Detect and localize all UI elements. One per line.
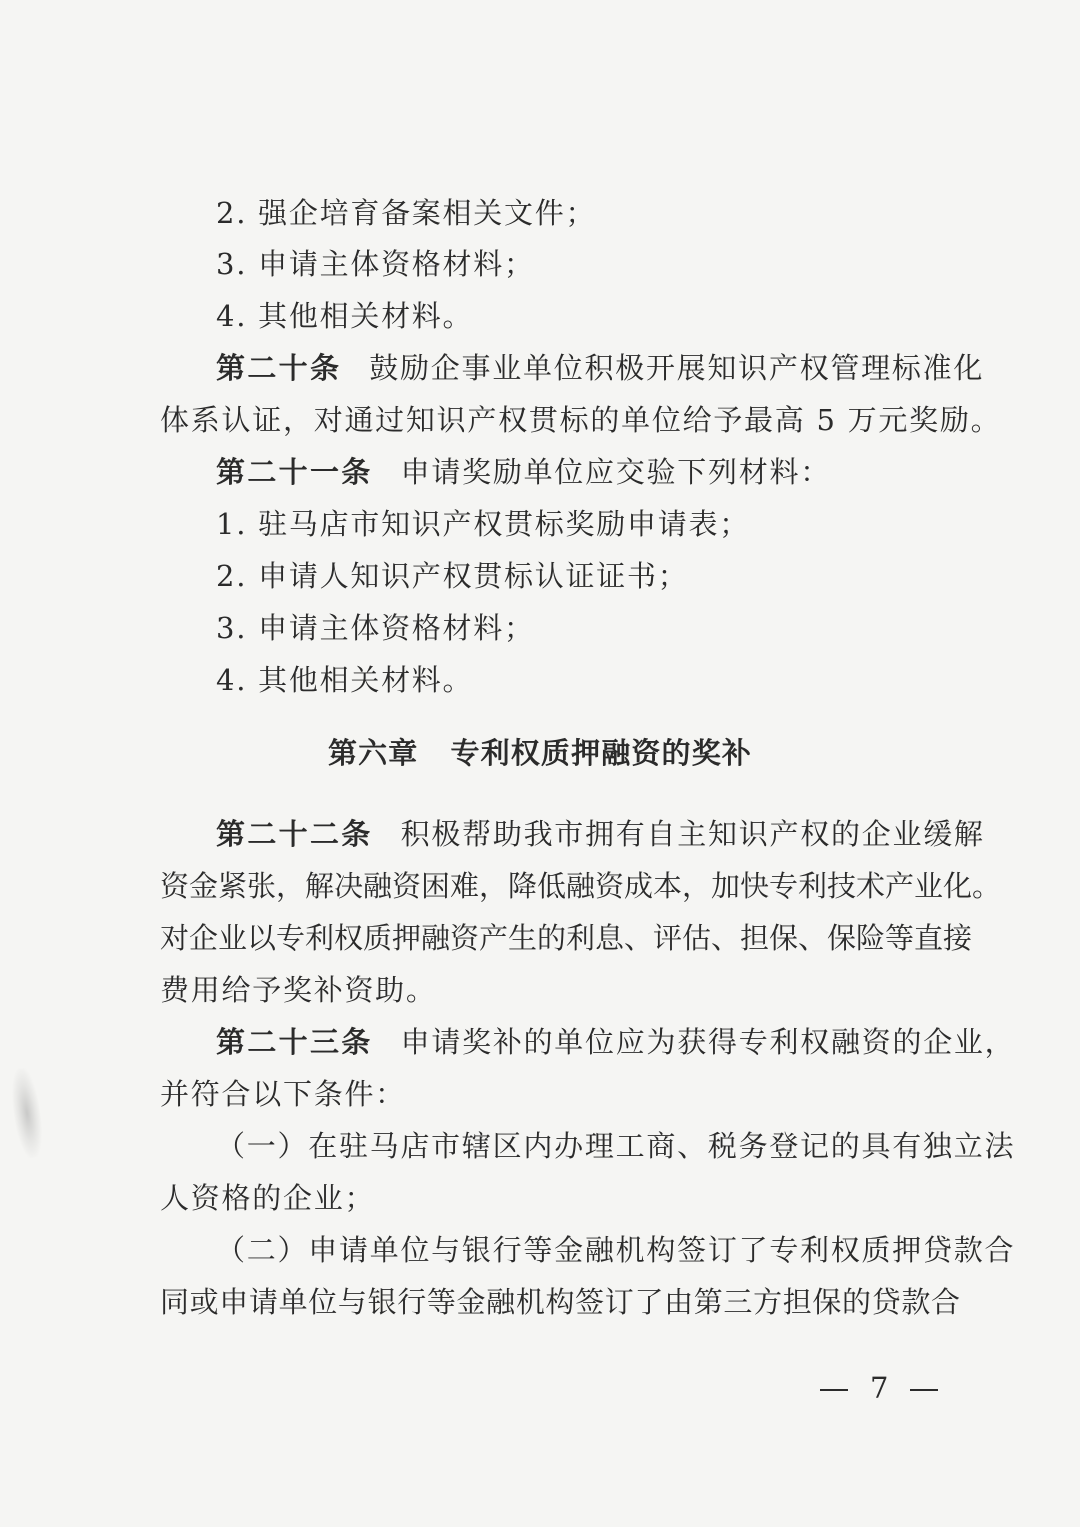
article-21-text: 申请奖励单位应交验下列材料：	[400, 455, 831, 489]
page-number-dash-left	[820, 1389, 848, 1391]
page-number	[820, 1368, 938, 1408]
article-21-title: 第二十一条	[216, 455, 373, 489]
article-20-line-2: 体系认证，对通过知识产权贯标的单位给予最高 5 万元奖励。	[160, 403, 1002, 437]
article-22-text: 积极帮助我市拥有自主知识产权的企业缓解	[400, 817, 985, 851]
list-item: 2. 强企培育备案相关文件；	[216, 196, 597, 230]
condition-2-line-2: 同或申请单位与银行等金融机构签订了由第三方担保的贷款合	[160, 1285, 960, 1319]
page-number-dash-right	[910, 1389, 938, 1391]
article-23-text: 申请奖补的单位应为获得专利权融资的企业，	[400, 1025, 1016, 1059]
article-23-line-2: 并符合以下条件：	[160, 1077, 406, 1111]
list-item: 2. 申请人知识产权贯标认证证书；	[216, 559, 689, 593]
article-20-line-1	[216, 348, 985, 388]
scan-smudge	[8, 1067, 46, 1160]
list-item: 1. 驻马店市知识产权贯标奖励申请表；	[216, 507, 750, 541]
article-22-line-4: 费用给予奖补资助。	[160, 973, 437, 1007]
article-22-line-3: 对企业以专利权质押融资产生的利息、评估、担保、保险等直接	[160, 921, 973, 955]
article-22-line-1	[216, 814, 985, 854]
page-number-value: 7	[870, 1371, 889, 1405]
chapter-title: 专利权质押融资的奖补	[450, 736, 753, 770]
article-21-line-1	[216, 452, 960, 492]
chapter-number: 第六章	[327, 736, 419, 770]
article-20-text: 鼓励企事业单位积极开展知识产权管理标准化	[369, 351, 985, 385]
list-item: 4. 其他相关材料。	[216, 299, 474, 333]
list-item: 4. 其他相关材料。	[216, 663, 474, 697]
list-item: 3. 申请主体资格材料；	[216, 247, 535, 281]
article-23-title: 第二十三条	[216, 1025, 373, 1059]
condition-1-line-1: （一）在驻马店市辖区内办理工商、税务登记的具有独立法	[216, 1129, 1016, 1163]
condition-2-line-1: （二）申请单位与银行等金融机构签订了专利权质押贷款合	[216, 1233, 1016, 1267]
article-23-line-1	[216, 1022, 1016, 1062]
article-22-title: 第二十二条	[216, 817, 373, 851]
condition-1-line-2: 人资格的企业；	[160, 1181, 376, 1215]
article-22-line-2: 资金紧张，解决融资困难，降低融资成本，加快专利技术产业化。	[160, 869, 1002, 903]
list-item: 3. 申请主体资格材料；	[216, 611, 535, 645]
article-20-title: 第二十条	[216, 351, 342, 385]
chapter-heading	[0, 733, 1080, 773]
